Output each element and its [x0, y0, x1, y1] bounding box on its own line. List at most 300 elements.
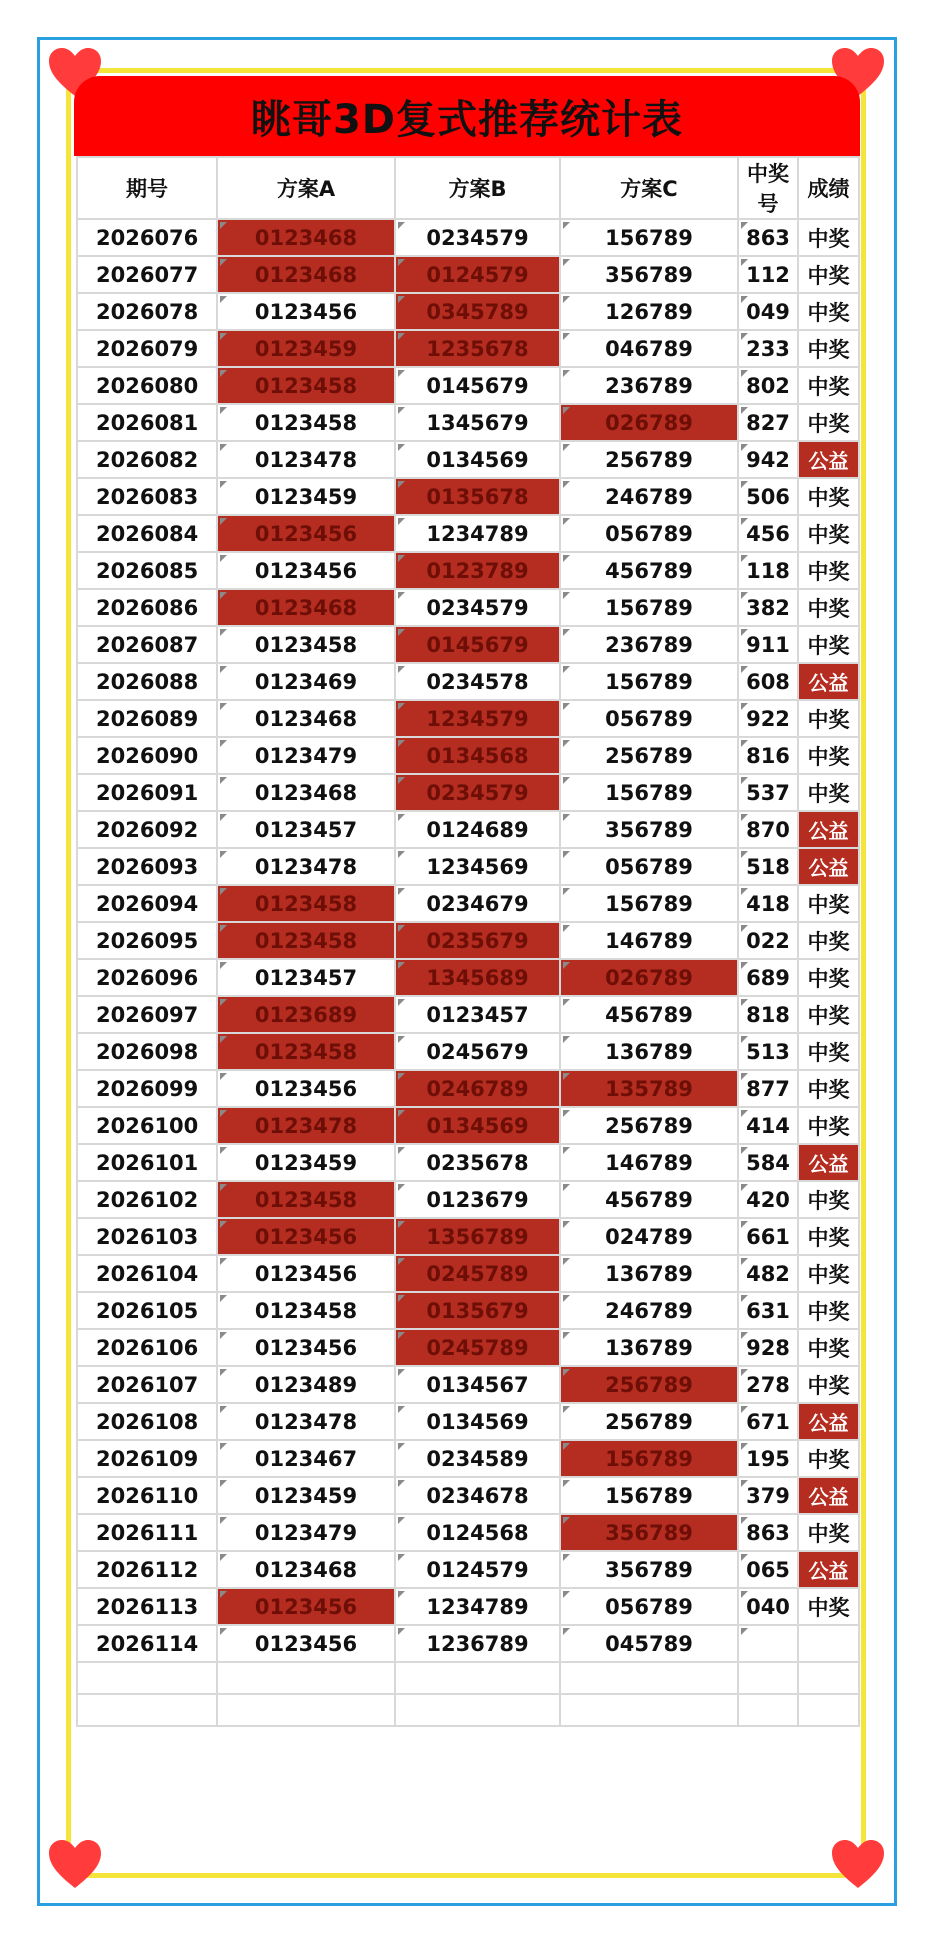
plan-a-cell: 0123468 [217, 774, 395, 811]
empty-cell [738, 1662, 798, 1694]
table-row [77, 1218, 859, 1255]
plan-b-cell: 0234579 [395, 219, 560, 256]
winning-number-cell: 513 [738, 1033, 798, 1070]
result-cell: 中奖 [798, 1366, 859, 1403]
plan-a-cell: 0123459 [217, 330, 395, 367]
period-cell: 2026093 [77, 848, 217, 885]
table-row [77, 1477, 859, 1514]
plan-b-cell: 1234579 [395, 700, 560, 737]
table-row [77, 626, 859, 663]
plan-b-cell: 0124579 [395, 1551, 560, 1588]
winning-number-cell: 482 [738, 1255, 798, 1292]
plan-a-cell: 0123478 [217, 1403, 395, 1440]
result-cell: 中奖 [798, 922, 859, 959]
plan-a-cell: 0123458 [217, 404, 395, 441]
plan-c-cell: 356789 [560, 256, 738, 293]
winning-number-cell: 816 [738, 737, 798, 774]
winning-number-cell: 278 [738, 1366, 798, 1403]
plan-b-cell: 0123789 [395, 552, 560, 589]
result-cell: 中奖 [798, 1070, 859, 1107]
plan-c-cell: 156789 [560, 1477, 738, 1514]
table-row [77, 1366, 859, 1403]
header-result: 成绩 [798, 157, 859, 219]
table-row [77, 293, 859, 330]
plan-b-cell: 0246789 [395, 1070, 560, 1107]
plan-a-cell: 0123456 [217, 1625, 395, 1662]
plan-a-cell: 0123478 [217, 848, 395, 885]
table-row [77, 1070, 859, 1107]
table-row [77, 515, 859, 552]
plan-b-cell: 0345789 [395, 293, 560, 330]
winning-number-cell: 414 [738, 1107, 798, 1144]
plan-c-cell: 135789 [560, 1070, 738, 1107]
period-cell: 2026085 [77, 552, 217, 589]
winning-number-cell: 065 [738, 1551, 798, 1588]
plan-c-cell: 056789 [560, 848, 738, 885]
period-cell: 2026077 [77, 256, 217, 293]
winning-number-cell: 049 [738, 293, 798, 330]
plan-a-cell: 0123457 [217, 811, 395, 848]
winning-number-cell: 233 [738, 330, 798, 367]
result-cell: 公益 [798, 1551, 859, 1588]
winning-number-cell: 689 [738, 959, 798, 996]
plan-a-cell: 0123456 [217, 1070, 395, 1107]
plan-a-cell: 0123458 [217, 885, 395, 922]
plan-c-cell: 156789 [560, 663, 738, 700]
plan-c-cell: 456789 [560, 1181, 738, 1218]
plan-b-cell: 0123679 [395, 1181, 560, 1218]
result-cell: 中奖 [798, 737, 859, 774]
plan-c-cell: 356789 [560, 811, 738, 848]
winning-number-cell: 022 [738, 922, 798, 959]
period-cell: 2026103 [77, 1218, 217, 1255]
table-row [77, 1588, 859, 1625]
plan-a-cell: 0123478 [217, 441, 395, 478]
plan-a-cell: 0123458 [217, 922, 395, 959]
plan-a-cell: 0123478 [217, 1107, 395, 1144]
winning-number-cell: 942 [738, 441, 798, 478]
winning-number-cell: 420 [738, 1181, 798, 1218]
plan-c-cell: 356789 [560, 1551, 738, 1588]
plan-b-cell: 0235678 [395, 1144, 560, 1181]
plan-c-cell: 056789 [560, 515, 738, 552]
plan-a-cell: 0123458 [217, 1033, 395, 1070]
table-row [77, 1292, 859, 1329]
result-cell: 中奖 [798, 626, 859, 663]
plan-a-cell: 0123459 [217, 478, 395, 515]
winning-number-cell: 518 [738, 848, 798, 885]
period-cell: 2026114 [77, 1625, 217, 1662]
plan-b-cell: 0145679 [395, 626, 560, 663]
plan-a-cell: 0123689 [217, 996, 395, 1033]
result-cell: 公益 [798, 848, 859, 885]
winning-number-cell: 911 [738, 626, 798, 663]
result-cell: 中奖 [798, 552, 859, 589]
result-cell: 公益 [798, 811, 859, 848]
plan-b-cell: 0134568 [395, 737, 560, 774]
table-row [77, 885, 859, 922]
plan-c-cell: 356789 [560, 1514, 738, 1551]
winning-number-cell: 661 [738, 1218, 798, 1255]
winning-number-cell: 608 [738, 663, 798, 700]
table-row [77, 774, 859, 811]
period-cell: 2026094 [77, 885, 217, 922]
plan-a-cell: 0123489 [217, 1366, 395, 1403]
plan-c-cell: 146789 [560, 922, 738, 959]
empty-cell [217, 1694, 395, 1726]
period-cell: 2026081 [77, 404, 217, 441]
period-cell: 2026105 [77, 1292, 217, 1329]
empty-row [77, 1694, 859, 1726]
plan-c-cell: 246789 [560, 1292, 738, 1329]
table-row [77, 700, 859, 737]
winning-number-cell: 506 [738, 478, 798, 515]
plan-a-cell: 0123468 [217, 700, 395, 737]
table-row [77, 1033, 859, 1070]
result-cell: 中奖 [798, 774, 859, 811]
table-row [77, 1144, 859, 1181]
plan-a-cell: 0123456 [217, 1218, 395, 1255]
period-cell: 2026110 [77, 1477, 217, 1514]
plan-a-cell: 0123468 [217, 1551, 395, 1588]
result-cell: 中奖 [798, 293, 859, 330]
table-row [77, 848, 859, 885]
winning-number-cell: 418 [738, 885, 798, 922]
period-cell: 2026097 [77, 996, 217, 1033]
result-cell: 中奖 [798, 996, 859, 1033]
result-cell: 中奖 [798, 589, 859, 626]
table-row [77, 367, 859, 404]
plan-a-cell: 0123479 [217, 737, 395, 774]
empty-row [77, 1662, 859, 1694]
result-cell: 中奖 [798, 1181, 859, 1218]
result-cell: 中奖 [798, 1107, 859, 1144]
plan-a-cell: 0123468 [217, 589, 395, 626]
heart-icon-bottom-left [47, 1838, 103, 1890]
period-cell: 2026104 [77, 1255, 217, 1292]
winning-number-cell: 379 [738, 1477, 798, 1514]
plan-c-cell: 156789 [560, 219, 738, 256]
winning-number-cell: 802 [738, 367, 798, 404]
table-row [77, 1255, 859, 1292]
plan-b-cell: 0234579 [395, 774, 560, 811]
plan-b-cell: 0134569 [395, 441, 560, 478]
winning-number-cell: 112 [738, 256, 798, 293]
period-cell: 2026099 [77, 1070, 217, 1107]
plan-b-cell: 0135678 [395, 478, 560, 515]
header-plan-c: 方案C [560, 157, 738, 219]
table-row [77, 256, 859, 293]
plan-b-cell: 0134569 [395, 1107, 560, 1144]
plan-a-cell: 0123469 [217, 663, 395, 700]
plan-c-cell: 026789 [560, 959, 738, 996]
plan-a-cell: 0123458 [217, 367, 395, 404]
plan-a-cell: 0123467 [217, 1440, 395, 1477]
period-cell: 2026106 [77, 1329, 217, 1366]
winning-number-cell: 537 [738, 774, 798, 811]
period-cell: 2026096 [77, 959, 217, 996]
header-plan-a: 方案A [217, 157, 395, 219]
table-row [77, 330, 859, 367]
result-cell: 中奖 [798, 885, 859, 922]
plan-b-cell: 1345689 [395, 959, 560, 996]
winning-number-cell: 863 [738, 219, 798, 256]
plan-c-cell: 256789 [560, 1107, 738, 1144]
table-row [77, 219, 859, 256]
result-cell: 中奖 [798, 1588, 859, 1625]
heart-icon-bottom-right [830, 1838, 886, 1890]
table-row [77, 996, 859, 1033]
plan-c-cell: 236789 [560, 626, 738, 663]
winning-number-cell: 671 [738, 1403, 798, 1440]
winning-number-cell: 631 [738, 1292, 798, 1329]
plan-a-cell: 0123458 [217, 1181, 395, 1218]
period-cell: 2026076 [77, 219, 217, 256]
result-cell: 公益 [798, 663, 859, 700]
plan-a-cell: 0123456 [217, 552, 395, 589]
plan-b-cell: 1234569 [395, 848, 560, 885]
plan-a-cell: 0123456 [217, 1588, 395, 1625]
table-row [77, 589, 859, 626]
period-cell: 2026098 [77, 1033, 217, 1070]
plan-c-cell: 146789 [560, 1144, 738, 1181]
plan-c-cell: 056789 [560, 700, 738, 737]
plan-b-cell: 0234579 [395, 589, 560, 626]
period-cell: 2026107 [77, 1366, 217, 1403]
period-cell: 2026095 [77, 922, 217, 959]
period-cell: 2026080 [77, 367, 217, 404]
plan-c-cell: 026789 [560, 404, 738, 441]
plan-b-cell: 1356789 [395, 1218, 560, 1255]
empty-cell [395, 1694, 560, 1726]
table-row [77, 959, 859, 996]
header-row [77, 157, 859, 219]
result-cell: 公益 [798, 1403, 859, 1440]
result-cell: 公益 [798, 1144, 859, 1181]
result-cell [798, 1625, 859, 1662]
table-row [77, 1551, 859, 1588]
period-cell: 2026113 [77, 1588, 217, 1625]
plan-c-cell: 156789 [560, 774, 738, 811]
plan-b-cell: 1345679 [395, 404, 560, 441]
result-cell: 中奖 [798, 367, 859, 404]
plan-b-cell: 0124579 [395, 256, 560, 293]
winning-number-cell: 040 [738, 1588, 798, 1625]
table-row [77, 1625, 859, 1662]
stats-table [76, 156, 860, 1727]
plan-c-cell: 256789 [560, 1366, 738, 1403]
empty-cell [77, 1662, 217, 1694]
plan-b-cell: 0234679 [395, 885, 560, 922]
plan-b-cell: 0134567 [395, 1366, 560, 1403]
table-row [77, 404, 859, 441]
plan-b-cell: 0234578 [395, 663, 560, 700]
result-cell: 中奖 [798, 959, 859, 996]
header-plan-b: 方案B [395, 157, 560, 219]
period-cell: 2026100 [77, 1107, 217, 1144]
result-cell: 中奖 [798, 478, 859, 515]
empty-cell [798, 1662, 859, 1694]
winning-number-cell: 818 [738, 996, 798, 1033]
period-cell: 2026082 [77, 441, 217, 478]
plan-b-cell: 0134569 [395, 1403, 560, 1440]
result-cell: 中奖 [798, 256, 859, 293]
period-cell: 2026111 [77, 1514, 217, 1551]
period-cell: 2026078 [77, 293, 217, 330]
plan-c-cell: 024789 [560, 1218, 738, 1255]
period-cell: 2026092 [77, 811, 217, 848]
winning-number-cell: 877 [738, 1070, 798, 1107]
plan-b-cell: 0245789 [395, 1255, 560, 1292]
plan-a-cell: 0123456 [217, 1255, 395, 1292]
table-row [77, 663, 859, 700]
plan-c-cell: 256789 [560, 1403, 738, 1440]
plan-b-cell: 0124689 [395, 811, 560, 848]
plan-c-cell: 056789 [560, 1588, 738, 1625]
table-row [77, 811, 859, 848]
result-cell: 中奖 [798, 700, 859, 737]
plan-a-cell: 0123457 [217, 959, 395, 996]
plan-c-cell: 456789 [560, 552, 738, 589]
plan-c-cell: 156789 [560, 885, 738, 922]
result-cell: 中奖 [798, 1514, 859, 1551]
winning-number-cell: 922 [738, 700, 798, 737]
period-cell: 2026083 [77, 478, 217, 515]
table-row [77, 478, 859, 515]
plan-a-cell: 0123458 [217, 626, 395, 663]
period-cell: 2026102 [77, 1181, 217, 1218]
empty-cell [217, 1662, 395, 1694]
plan-c-cell: 136789 [560, 1033, 738, 1070]
plan-a-cell: 0123459 [217, 1477, 395, 1514]
period-cell: 2026086 [77, 589, 217, 626]
empty-cell [738, 1694, 798, 1726]
result-cell: 中奖 [798, 404, 859, 441]
period-cell: 2026109 [77, 1440, 217, 1477]
plan-b-cell: 1234789 [395, 1588, 560, 1625]
plan-b-cell: 0245679 [395, 1033, 560, 1070]
table-row [77, 1440, 859, 1477]
plan-b-cell: 0245789 [395, 1329, 560, 1366]
plan-c-cell: 136789 [560, 1329, 738, 1366]
plan-b-cell: 0123457 [395, 996, 560, 1033]
winning-number-cell: 584 [738, 1144, 798, 1181]
table-row [77, 737, 859, 774]
winning-number-cell: 195 [738, 1440, 798, 1477]
period-cell: 2026084 [77, 515, 217, 552]
empty-cell [560, 1662, 738, 1694]
result-cell: 中奖 [798, 1292, 859, 1329]
period-cell: 2026091 [77, 774, 217, 811]
plan-c-cell: 156789 [560, 1440, 738, 1477]
plan-a-cell: 0123456 [217, 1329, 395, 1366]
header-period: 期号 [77, 157, 217, 219]
plan-c-cell: 456789 [560, 996, 738, 1033]
table-body [77, 219, 859, 1726]
plan-b-cell: 1236789 [395, 1625, 560, 1662]
winning-number-cell: 870 [738, 811, 798, 848]
table-row [77, 922, 859, 959]
winning-number-cell: 863 [738, 1514, 798, 1551]
result-cell: 公益 [798, 1477, 859, 1514]
empty-cell [395, 1662, 560, 1694]
result-cell: 中奖 [798, 1033, 859, 1070]
period-cell: 2026089 [77, 700, 217, 737]
empty-cell [77, 1694, 217, 1726]
result-cell: 中奖 [798, 219, 859, 256]
table-row [77, 441, 859, 478]
plan-a-cell: 0123459 [217, 1144, 395, 1181]
result-cell: 中奖 [798, 1218, 859, 1255]
period-cell: 2026090 [77, 737, 217, 774]
table-row [77, 1514, 859, 1551]
period-cell: 2026112 [77, 1551, 217, 1588]
plan-a-cell: 0123479 [217, 1514, 395, 1551]
winning-number-cell: 456 [738, 515, 798, 552]
result-cell: 中奖 [798, 1440, 859, 1477]
period-cell: 2026088 [77, 663, 217, 700]
plan-c-cell: 136789 [560, 1255, 738, 1292]
plan-c-cell: 045789 [560, 1625, 738, 1662]
plan-c-cell: 046789 [560, 330, 738, 367]
winning-number-cell: 382 [738, 589, 798, 626]
page-title: 眺哥3D复式推荐统计表 [250, 96, 684, 143]
table-row [77, 552, 859, 589]
plan-a-cell: 0123456 [217, 515, 395, 552]
plan-a-cell: 0123458 [217, 1292, 395, 1329]
table-row [77, 1181, 859, 1218]
plan-a-cell: 0123468 [217, 256, 395, 293]
winning-number-cell [738, 1625, 798, 1662]
plan-b-cell: 0145679 [395, 367, 560, 404]
plan-b-cell: 1234789 [395, 515, 560, 552]
period-cell: 2026108 [77, 1403, 217, 1440]
result-cell: 公益 [798, 441, 859, 478]
period-cell: 2026087 [77, 626, 217, 663]
winning-number-cell: 118 [738, 552, 798, 589]
plan-b-cell: 0135679 [395, 1292, 560, 1329]
empty-cell [798, 1694, 859, 1726]
empty-cell [560, 1694, 738, 1726]
result-cell: 中奖 [798, 515, 859, 552]
plan-c-cell: 256789 [560, 737, 738, 774]
plan-b-cell: 1235678 [395, 330, 560, 367]
table-row [77, 1107, 859, 1144]
winning-number-cell: 928 [738, 1329, 798, 1366]
result-cell: 中奖 [798, 1329, 859, 1366]
period-cell: 2026079 [77, 330, 217, 367]
result-cell: 中奖 [798, 330, 859, 367]
period-cell: 2026101 [77, 1144, 217, 1181]
plan-c-cell: 256789 [560, 441, 738, 478]
winning-number-cell: 827 [738, 404, 798, 441]
result-cell: 中奖 [798, 1255, 859, 1292]
plan-b-cell: 0234678 [395, 1477, 560, 1514]
plan-c-cell: 246789 [560, 478, 738, 515]
plan-a-cell: 0123468 [217, 219, 395, 256]
header-winning-number: 中奖号 [738, 157, 798, 219]
title-bar [74, 76, 860, 156]
plan-c-cell: 236789 [560, 367, 738, 404]
table-row [77, 1329, 859, 1366]
stats-table-wrapper [76, 156, 858, 1727]
plan-b-cell: 0235679 [395, 922, 560, 959]
plan-c-cell: 156789 [560, 589, 738, 626]
plan-b-cell: 0234589 [395, 1440, 560, 1477]
plan-c-cell: 126789 [560, 293, 738, 330]
plan-b-cell: 0124568 [395, 1514, 560, 1551]
table-row [77, 1403, 859, 1440]
